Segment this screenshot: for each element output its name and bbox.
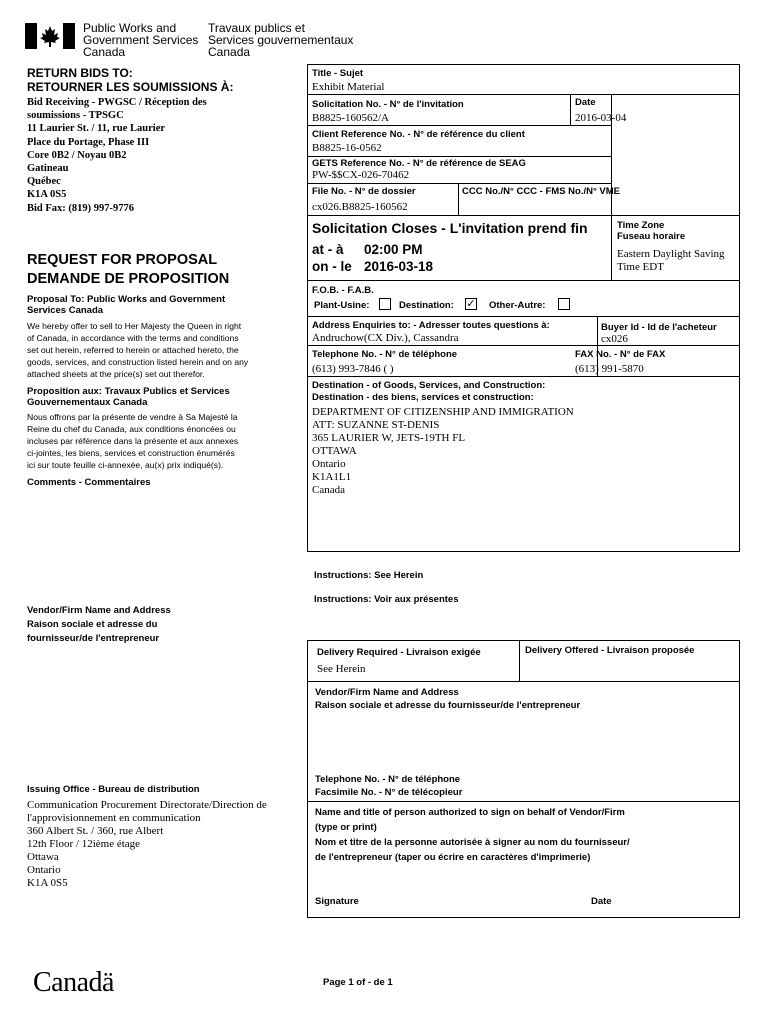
delivery-required-value: See Herein — [317, 663, 366, 675]
address-enquiries-label: Address Enquiries to: - Adresser toutes questions à: — [312, 320, 550, 331]
ccc-no-label: CCC No./N° CCC - FMS No./N° VME — [462, 186, 621, 197]
issuing-office-label: Issuing Office - Bureau de distribution — [27, 784, 200, 795]
signature-label: Signature — [315, 896, 359, 907]
instructions-fr: Instructions: Voir aux présentes — [314, 594, 459, 605]
title-label: Title - Sujet — [312, 68, 364, 79]
fob-destination-checkbox[interactable]: ✓ — [466, 298, 476, 310]
client-ref-label: Client Reference No. - N° de référence du client — [312, 129, 525, 140]
proposition-body: Nous offrons par la présente de vendre à Sa Majesté la Reine du chef du Canada, aux conditions énoncées ou incluses par référence dans la présente et aux annexes ci-jointes, les biens, services et construction énumérés ici sur toute feuille ci-annexée, au(x) prix indiqué(s). — [27, 412, 239, 470]
fob-plant-checkbox[interactable] — [379, 298, 391, 310]
fob-label: F.O.B. - F.A.B. — [312, 285, 374, 296]
vendor-firm-label-right: Vendor/Firm Name and Address Raison sociale et adresse du fournisseur/de l'entrepreneur — [315, 687, 581, 711]
delivery-required-label: Delivery Required - Livraison exigée — [317, 647, 481, 658]
vendor-firm-field[interactable] — [312, 712, 736, 770]
destination-label: Destination - of Goods, Services, and Construction: Destination - des biens, services et construction: — [312, 380, 546, 403]
time-zone-value: Eastern Daylight Saving Time EDT — [617, 248, 725, 273]
address-enquiries-value: Andruchow(CX Div.), Cassandra — [312, 332, 459, 344]
fob-plant-label: Plant-Usine: — [314, 300, 370, 311]
proposition-heading: Proposition aux: Travaux Publics et Services Gouvernementaux Canada — [27, 386, 230, 408]
delivery-offered-field[interactable] — [522, 657, 736, 679]
file-no-value: cx026.B8825-160562 — [312, 201, 408, 213]
issuing-office-address: Communication Procurement Directorate/Direction de l'approvisionnement en communication 360 Albert St. / 360, rue Albert 12th Floor / 12ième étage Ottawa Ontario K1A 0S5 — [27, 799, 267, 889]
comments-label: Comments - Commentaires — [27, 477, 151, 488]
gets-ref-value: PW-$$CX-026-70462 — [312, 169, 410, 181]
page-number: Page 1 of - de 1 — [323, 977, 393, 988]
time-zone-label: Time Zone Fuseau horaire — [617, 220, 686, 242]
department-name-en: Public Works and Government Services Canada — [83, 21, 199, 59]
solicitation-no-value: B8825-160562/A — [312, 112, 389, 124]
closes-date: 2016-03-18 — [364, 259, 434, 274]
canada-flag-logo — [25, 23, 75, 49]
gets-ref-label: GETS Reference No. - N° de référence de SEAG — [312, 158, 526, 169]
instructions-en: Instructions: See Herein — [314, 570, 424, 581]
canada-wordmark: Canadä — [33, 967, 114, 998]
fob-other-checkbox[interactable] — [558, 298, 570, 310]
delivery-offered-label: Delivery Offered - Livraison proposée — [525, 645, 695, 656]
telephone-value: (613) 993-7846 ( ) — [312, 363, 394, 375]
buyer-id-value: cx026 — [601, 333, 628, 345]
solicitation-closes-heading: Solicitation Closes - L'invitation prend fin — [312, 220, 588, 236]
solicitation-no-label: Solicitation No. - N° de l'invitation — [312, 99, 464, 110]
request-title-en: REQUEST FOR PROPOSAL — [27, 252, 218, 268]
destination-value: DEPARTMENT OF CITIZENSHIP AND IMMIGRATION ATT: SUZANNE ST-DENIS 365 LAURIER W, JETS-19TH FL OTTAWA Ontario K1A1L1 Canada — [312, 406, 574, 496]
closes-on-label: on - le — [312, 259, 352, 274]
date-value: 2016-03-04 — [575, 112, 627, 124]
signature-date-label: Date — [591, 896, 612, 907]
fob-other-label: Other-Autre: — [489, 300, 546, 311]
return-bids-heading-en: RETURN BIDS TO: — [27, 66, 133, 80]
closes-at-label: at - à — [312, 242, 344, 257]
fax-label: FAX No. - N° de FAX — [575, 349, 666, 360]
vendor-firm-label-left: Vendor/Firm Name and Address Raison sociale et adresse du fournisseur/de l'entrepreneur — [27, 605, 171, 644]
return-bids-address: Bid Receiving - PWGSC / Réception des soumissions - TPSGC 11 Laurier St. / 11, rue Laurier Place du Portage, Phase III Core 0B2 / Noyau 0B2 Gatineau Québec K1A 0S5 Bid Fax: (819) 997-9776 — [27, 97, 207, 214]
date-label: Date — [575, 97, 596, 108]
department-name-fr: Travaux publics et Services gouvernementaux Canada — [208, 21, 354, 59]
request-title-fr: DEMANDE DE PROPOSITION — [27, 271, 230, 287]
proposal-to-heading: Proposal To: Public Works and Government Services Canada — [27, 294, 226, 316]
authorized-person-label: Name and title of person authorized to sign on behalf of Vendor/Firm (type or print) Nom et titre de la personne autorisée à signer au nom du fournisseur/ de l'entrepreneur (taper ou écrire en caractères d'imprimerie) — [315, 807, 630, 863]
telephone-label: Telephone No. - N° de téléphone — [312, 349, 458, 360]
proposal-to-body: We hereby offer to sell to Her Majesty the Queen in right of Canada, in accordance with the terms and conditions set out herein, referred to herein or attached hereto, the goods, services, and construction listed herein and on any attached sheets at the price(s) set out therefor. — [27, 321, 249, 379]
buyer-id-label: Buyer Id - Id de l'acheteur — [601, 322, 717, 333]
return-bids-heading-fr: RETOURNER LES SOUMISSIONS À: — [27, 80, 234, 94]
tel-fax-label: Telephone No. - N° de téléphone Facsimile No. - N° de télécopieur — [315, 774, 463, 798]
client-ref-value: B8825-16-0562 — [312, 142, 382, 154]
closes-time: 02:00 PM — [364, 242, 423, 257]
fax-value: (613) 991-5870 — [575, 363, 644, 375]
title-value: Exhibit Material — [312, 81, 385, 93]
fob-destination-label: Destination: — [399, 300, 454, 311]
file-no-label: File No. - N° de dossier — [312, 186, 416, 197]
